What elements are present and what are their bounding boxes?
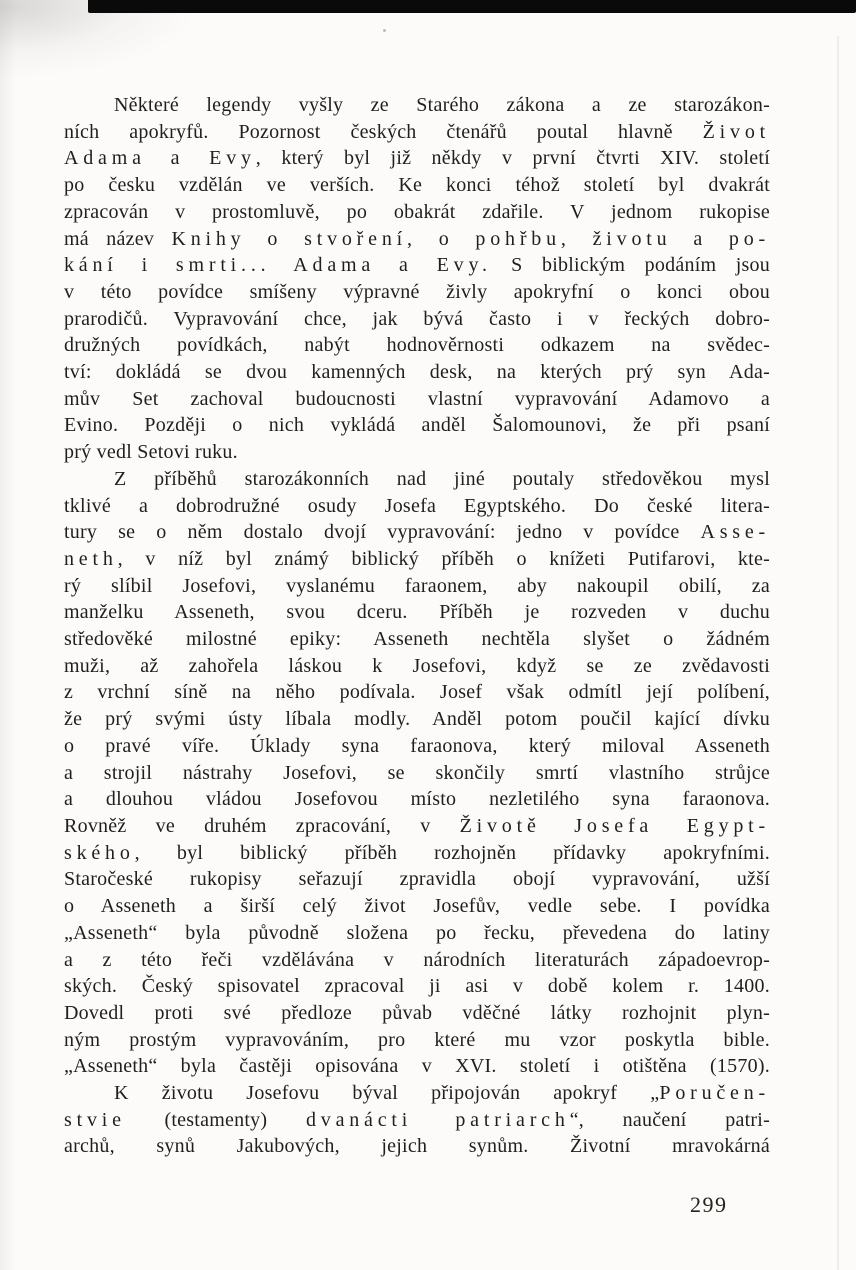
text-run: družných povídkách, nabýt hodnověrnosti odkazem na svědec- bbox=[64, 334, 770, 357]
text-run: manželku Asseneth, svou dceru. Příběh je rozveden v duchu bbox=[64, 601, 770, 624]
text-line bbox=[64, 359, 770, 386]
letterspaced-title-run: Knihy o stvoření, o pohřbu, životu a po- bbox=[171, 227, 770, 250]
text-line bbox=[64, 1080, 770, 1107]
text-run: „Asseneth“ byla původně složena po řecku, převedena do latiny bbox=[64, 921, 770, 944]
page-text bbox=[64, 92, 770, 1160]
text-run: o pravé víře. Úklady syna faraonova, který miloval Asseneth bbox=[64, 734, 770, 757]
text-line bbox=[64, 1133, 770, 1160]
text-run: S biblickým podáním jsou bbox=[491, 254, 770, 277]
letterspaced-title-run: kání i smrti... Adama a Evy. bbox=[64, 254, 492, 277]
text-run: „Asseneth“ byla častěji opisována v XVI. století i otištěna (1570). bbox=[64, 1055, 770, 1078]
text-run: zpracován v prostomluvě, po obakrát zdařile. V jednom rukopise bbox=[64, 200, 770, 223]
text-run: má název bbox=[64, 227, 172, 250]
letterspaced-title-run: Životě Josefa Egypt- bbox=[459, 814, 770, 837]
page-edge-shadow bbox=[837, 36, 839, 1270]
text-line bbox=[64, 546, 770, 573]
text-line bbox=[64, 679, 770, 706]
text-run: ným prostým vypravováním, pro které mu vzor poskytla bible. bbox=[64, 1028, 770, 1051]
text-line bbox=[64, 920, 770, 947]
text-line bbox=[64, 1000, 770, 1027]
text-line bbox=[64, 226, 770, 253]
text-line bbox=[64, 466, 770, 493]
text-run: , byl biblický příběh rozhojněn přídavky apokryfními. bbox=[134, 841, 770, 864]
text-run: a z této řeči vzdělávána v národních literaturách západoevrop- bbox=[64, 948, 770, 971]
text-line bbox=[64, 519, 770, 546]
text-line bbox=[64, 145, 770, 172]
text-run: prý vedl Setovi ruku. bbox=[64, 441, 238, 464]
text-line bbox=[64, 573, 770, 600]
text-run: z vrchní síně na něho podívala. Josef však odmítl její políbení, bbox=[64, 681, 770, 704]
text-run: rý slíbil Josefovi, vyslanému faraonem, aby nakoupil obilí, za bbox=[64, 574, 770, 597]
text-line bbox=[64, 172, 770, 199]
text-line bbox=[64, 626, 770, 653]
text-line bbox=[64, 866, 770, 893]
scan-edge-artifact-bar bbox=[88, 0, 856, 13]
text-run: středověké milostné epiky: Asseneth nechtěla slyšet o žádném bbox=[64, 628, 770, 651]
letterspaced-title-run: Asse- bbox=[700, 521, 770, 544]
text-run: tury se o něm dostalo dvojí vypravování: jedno v povídce bbox=[64, 521, 701, 544]
text-line bbox=[64, 279, 770, 306]
text-run: v této povídce smíšeny výpravné živly apokryfní o konci obou bbox=[64, 280, 770, 303]
text-run: tklivé a dobrodružné osudy Josefa Egyptského. Do české litera- bbox=[64, 494, 770, 517]
letterspaced-title-run: Poručen- bbox=[659, 1082, 770, 1105]
letterspaced-title-run: stvie bbox=[64, 1108, 126, 1131]
text-line bbox=[64, 760, 770, 787]
text-line bbox=[64, 706, 770, 733]
text-line bbox=[64, 1053, 770, 1080]
text-run: Staročeské rukopisy seřazují zpravidla obojí vypravování, užší bbox=[64, 868, 770, 891]
text-run: o Asseneth a širší celý život Josefův, vedle sebe. I povídka bbox=[64, 895, 770, 918]
text-line bbox=[64, 92, 770, 119]
paragraph bbox=[64, 92, 770, 466]
letterspaced-title-run: Život bbox=[702, 120, 770, 143]
text-line bbox=[64, 599, 770, 626]
text-line bbox=[64, 733, 770, 760]
text-run: archů, synů Jakubových, jejich synům. Životní mravokárná bbox=[64, 1135, 770, 1158]
paragraph bbox=[64, 466, 770, 1080]
letterspaced-title-run: neth bbox=[64, 547, 118, 570]
text-line bbox=[64, 332, 770, 359]
text-line bbox=[64, 493, 770, 520]
text-line bbox=[64, 199, 770, 226]
text-line bbox=[64, 947, 770, 974]
text-run: Dovedl proti své předloze půvab vděčné látky rozhojnit plyn- bbox=[64, 1001, 770, 1024]
page-number: 299 bbox=[690, 1192, 728, 1217]
text-run: ních apokryfů. Pozornost českých čtenářů poutal hlavně bbox=[64, 120, 703, 143]
text-line bbox=[64, 973, 770, 1000]
letterspaced-title-run: Adama a Evy bbox=[64, 147, 256, 170]
text-run: tví: dokládá se dvou kamenných desk, na kterých prý syn Ada- bbox=[64, 361, 770, 384]
text-line bbox=[64, 252, 770, 279]
text-line bbox=[64, 786, 770, 813]
text-line bbox=[64, 306, 770, 333]
text-run: prarodičů. Vypravování chce, jak bývá často i v řeckých dobro- bbox=[64, 307, 770, 330]
letterspaced-title-run: ského bbox=[64, 841, 135, 864]
paragraph bbox=[64, 1080, 770, 1160]
text-run: , v níž byl známý biblický příběh o knížeti Putifarovi, kte- bbox=[117, 547, 770, 570]
text-line bbox=[64, 813, 770, 840]
text-run: Některé legendy vyšly ze Starého zákona a ze starozákon- bbox=[114, 94, 770, 116]
text-run: Evino. Později o nich vykládá anděl Šalomounovi, že při psaní bbox=[64, 414, 770, 437]
text-run: ských. Český spisovatel zpracoval ji asi v době kolem r. 1400. bbox=[64, 975, 770, 998]
text-run: po česku vzdělán ve verších. Ke konci téhož století byl dvakrát bbox=[64, 174, 770, 197]
scan-speck bbox=[383, 29, 386, 32]
letterspaced-title-run: dvanácti patriarch bbox=[305, 1108, 570, 1131]
text-line bbox=[64, 119, 770, 146]
text-run: a strojil nástrahy Josefovi, se skončily smrtí vlastního strůjce bbox=[64, 761, 770, 784]
text-run: muži, až zahořela láskou k Josefovi, když se ze zvědavosti bbox=[64, 654, 770, 677]
text-run: že prý svými ústy líbala modly. Anděl potom poučil kající dívku bbox=[64, 708, 770, 731]
text-line bbox=[64, 439, 770, 466]
text-run: mův Set zachoval budoucnosti vlastní vypravování Adamovo a bbox=[64, 387, 770, 410]
text-run: K životu Josefovu býval připojován apokryf „ bbox=[114, 1082, 660, 1105]
text-line bbox=[64, 1027, 770, 1054]
text-run: , který byl již někdy v první čtvrti XIV. století bbox=[255, 147, 770, 170]
text-line bbox=[64, 386, 770, 413]
text-run: (testamenty) bbox=[125, 1108, 306, 1131]
text-run: Z příběhů starozákonních nad jiné poutaly středověkou mysl bbox=[114, 467, 770, 490]
text-line bbox=[64, 653, 770, 680]
text-run: Rovněž ve druhém zpracování, v bbox=[64, 814, 460, 837]
text-line bbox=[64, 893, 770, 920]
text-line bbox=[64, 1107, 770, 1134]
text-run: “, naučení patri- bbox=[569, 1108, 770, 1131]
text-line bbox=[64, 840, 770, 867]
text-line bbox=[64, 412, 770, 439]
text-run: a dlouhou vládou Josefovou místo nezletilého syna faraonova. bbox=[64, 788, 770, 811]
